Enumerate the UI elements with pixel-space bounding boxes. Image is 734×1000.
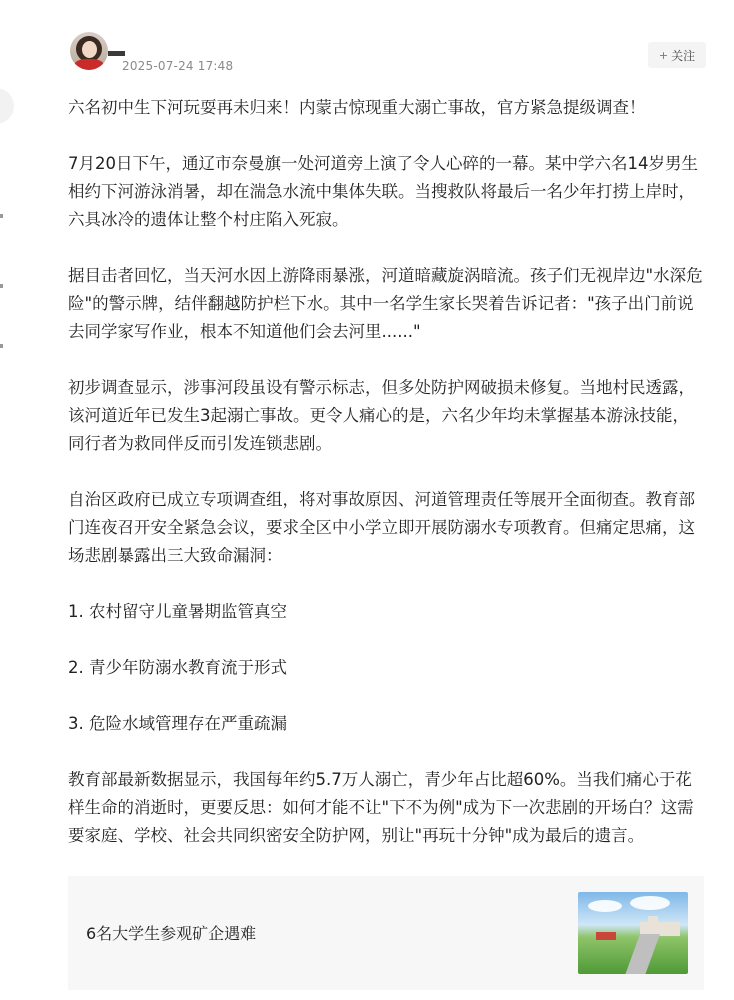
article-paragraph: 据目击者回忆，当天河水因上游降雨暴涨，河道暗藏旋涡暗流。孩子们无视岸边"水深危险"的警示牌，结伴翻越防护栏下水。其中一名学生家长哭着告诉记者："孩子出门前说去同学家写作业，根本不知道他们会去河里......" xyxy=(68,266,703,341)
author-avatar[interactable] xyxy=(70,32,108,70)
article-paragraph: 自治区政府已成立专项调查组，将对事故原因、河道管理责任等展开全面彻查。教育部门连夜召开安全紧急会议，要求全区中小学立即开展防溺水专项教育。但痛定思痛，这场悲剧暴露出三大致命漏洞： xyxy=(68,490,695,565)
article-closing-paragraph: 教育部最新数据显示，我国每年约5.7万人溺亡，青少年占比超60%。当我们痛心于花样生命的消逝时，更要反思：如何才能不让"下不为例"成为下一次悲剧的开场白？这需要家庭、学校、社会共同织密安全防护网，别让"再玩十分钟"成为最后的遗言。 xyxy=(68,770,694,845)
related-article-thumbnail[interactable] xyxy=(578,892,688,974)
left-edge-mark xyxy=(0,284,3,288)
related-article-title[interactable]: 6名大学生参观矿企遇难 xyxy=(86,924,257,943)
thumb-red-roof xyxy=(596,932,616,940)
article-list-item: 3. 危险水域管理存在严重疏漏 xyxy=(68,714,287,733)
article-list-item: 1. 农村留守儿童暑期监管真空 xyxy=(68,602,287,621)
avatar-face xyxy=(82,41,97,58)
article-list-item: 2. 青少年防溺水教育流于形式 xyxy=(68,658,287,677)
left-edge-mark xyxy=(0,344,3,348)
left-edge-mark xyxy=(0,214,3,218)
related-article-card[interactable] xyxy=(68,876,704,990)
thumb-cloud xyxy=(630,896,670,910)
follow-button[interactable] xyxy=(648,42,706,68)
left-edge-circle xyxy=(0,88,14,124)
article-title: 六名初中生下河玩耍再未归来！内蒙古惊现重大溺亡事故，官方紧急提级调查！ xyxy=(68,98,646,117)
author-row xyxy=(68,30,706,76)
post-timestamp: 2025-07-24 17:48 xyxy=(122,59,234,73)
author-name-redacted xyxy=(108,51,125,56)
plus-icon: + xyxy=(658,48,669,62)
article-container xyxy=(68,30,706,850)
avatar-body xyxy=(74,59,104,70)
thumb-cloud xyxy=(588,900,622,912)
follow-label: 关注 xyxy=(671,48,696,63)
article-paragraph: 初步调查显示，涉事河段虽设有警示标志，但多处防护网破损未修复。当地村民透露，该河道近年已发生3起溺亡事故。更令人痛心的是，六名少年均未掌握基本游泳技能，同行者为救同伴反而引发连锁悲剧。 xyxy=(68,378,695,453)
article-paragraph: 7月20日下午，通辽市奈曼旗一处河道旁上演了令人心碎的一幕。某中学六名14岁男生相约下河游泳消暑，却在湍急水流中集体失联。当搜救队将最后一名少年打捞上岸时，六具冰冷的遗体让整个村庄陷入死寂。 xyxy=(68,154,698,229)
thumb-building xyxy=(648,916,658,924)
thumb-road xyxy=(624,934,660,974)
